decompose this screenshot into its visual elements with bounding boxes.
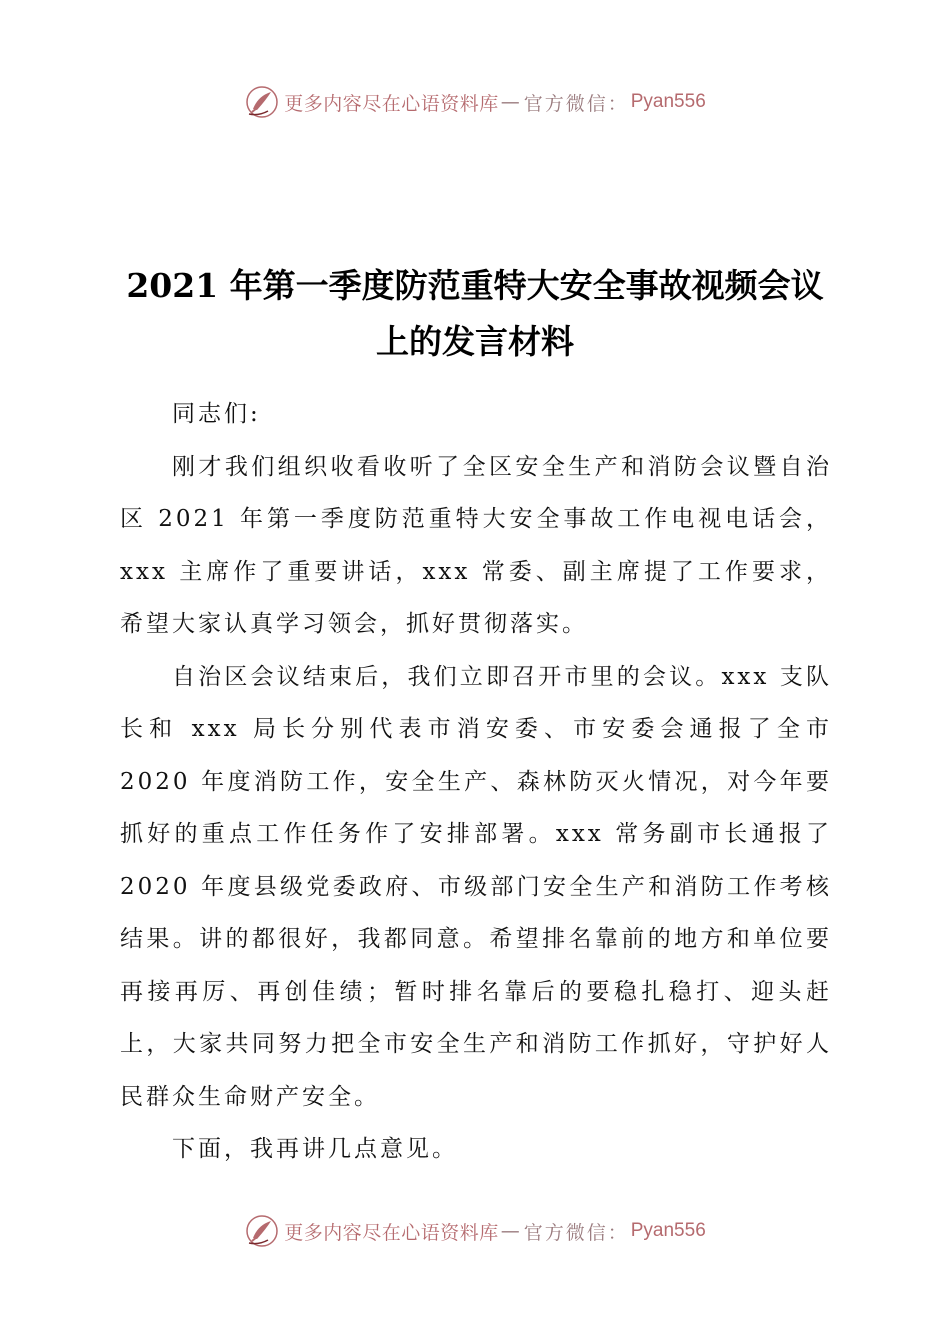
paragraph-3: 下面，我再讲几点意见。 [172, 1136, 458, 1162]
header-watermark [0, 84, 950, 120]
document-body [120, 388, 832, 1176]
paragraph-2: 自治区会议结束后，我们立即召开市里的会议。xxx 支队长和 xxx 局长分别代表市消安委、市安委会通报了全市 2020 年度消防工作，安全生产、森林防灭火情况，对今年要抓好的重点工作任务作了安排部署。xxx 常务副市长通报了 2020 年度县级党委政府、市级部门安全生产和消防工作考核结果。讲的都很好，我都同意。希望排名靠前的地方和单位要再接再厉、再创佳绩；暂时排名靠后的要稳扎稳打、迎头赶上，大家共同努力把全市安全生产和消防工作抓好，守护好人民群众生命财产安全。 [120, 663, 832, 1110]
salutation: 同志们: [172, 401, 261, 427]
watermark-wechat-id: Pyan556 [630, 1220, 706, 1241]
watermark-wechat-id: Pyan556 [630, 91, 706, 112]
watermark-sub-text: 官方微信： [523, 1221, 629, 1244]
watermark-main-text: 更多内容尽在心语资料库 [284, 1221, 499, 1244]
watermark-main-text: 更多内容尽在心语资料库 [284, 92, 499, 115]
document-title [110, 258, 840, 370]
footer-watermark [0, 1213, 950, 1249]
watermark-dash: — [500, 91, 522, 113]
pen-logo-icon [244, 84, 280, 120]
paragraph-1: 刚才我们组织收看收听了全区安全生产和消防会议暨自治区 2021 年第一季度防范重特大安全事故工作电视电话会，xxx 主席作了重要讲话，xxx 常委、副主席提了工作要求，希望大家认真学习领会，抓好贯彻落实。 [120, 453, 832, 637]
watermark-dash: — [500, 1220, 522, 1242]
watermark-sub-text: 官方微信： [523, 92, 629, 115]
pen-logo-icon [244, 1213, 280, 1249]
title-line-1: 2021 年第一季度防范重特大安全事故视频会议 [126, 266, 824, 305]
title-line-2: 上的发言材料 [376, 322, 574, 361]
